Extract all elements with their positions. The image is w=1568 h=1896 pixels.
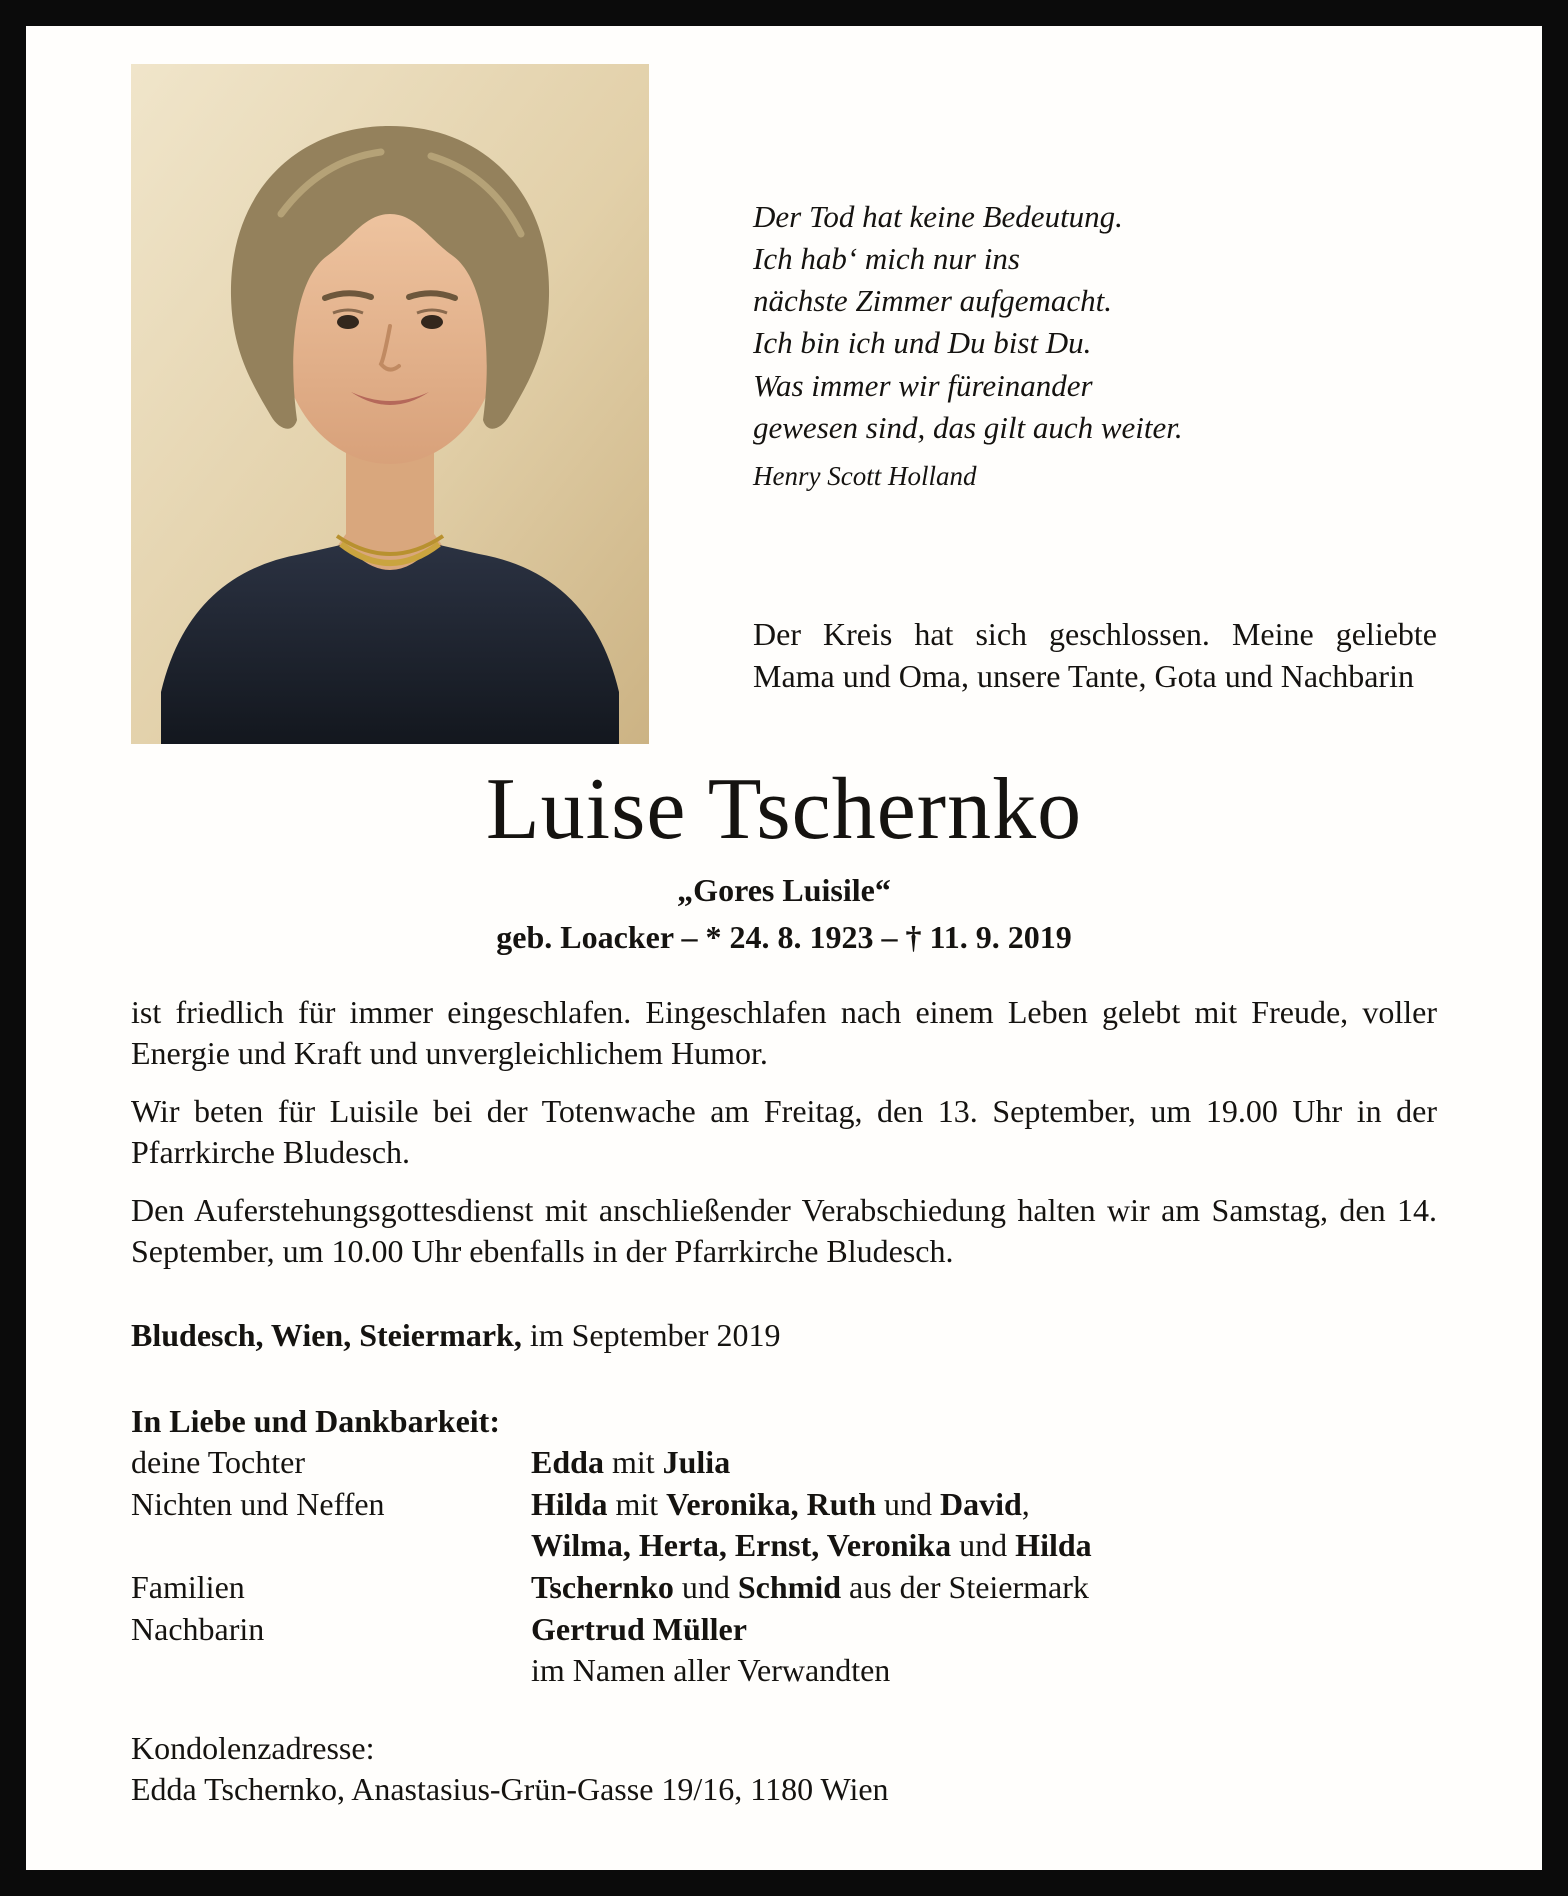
obituary-sheet [26,26,1542,1870]
deceased-nickname: „Gores Luisile“ [677,871,891,908]
family-row [131,1609,1437,1651]
family-name-bold: Schmid [737,1569,841,1606]
family-row [131,1567,1437,1609]
family-role-label: Nichten und Neffen [131,1485,385,1522]
body-paragraph: Wir beten für Luisile bei der Totenwache am Freitag, den 13. September, um 19.00 Uhr in der Pfarrkirche Bludesch. [131,1092,1437,1171]
family-name-text: und [673,1569,738,1606]
poem-line: gewesen sind, das gilt auch weiter. [753,409,1183,445]
poem-line: Was immer wir füreinander [753,367,1093,403]
family-name-text: , [1021,1485,1030,1522]
family-names [531,1484,1437,1526]
dateline-date: im September 2019 [521,1317,781,1354]
condolence-heading: Kondolenzadresse: [131,1729,375,1766]
family-names [531,1525,1437,1567]
poem [753,196,1437,495]
family-role-label [131,1525,531,1567]
family-name-text: und [951,1527,1016,1564]
family-rows [131,1442,1437,1692]
poem-line: Ich bin ich und Du bist Du. [753,325,1092,361]
announcement-paragraphs [131,992,1437,1274]
portrait-photo [131,64,649,744]
family-name-bold: Tschernko [531,1569,674,1606]
family-name-text: aus der Steiermark [841,1569,1089,1606]
poem-lines [753,196,1437,449]
family-row [131,1442,1437,1484]
dateline-places: Bludesch, Wien, Steiermark, [131,1317,522,1354]
condolence-section [131,1728,1437,1811]
family-name-bold: Hilda [1015,1527,1092,1564]
poem-line: nächste Zimmer aufgemacht. [753,283,1113,319]
condolence-address: Edda Tschernko, Anastasius-Grün-Gasse 19/16, 1180 Wien [131,1771,889,1808]
family-name-bold: Gertrud Müller [531,1610,747,1647]
family-name-text: und [875,1485,940,1522]
header-section [131,64,1437,744]
portrait-photo-graphic [131,64,649,744]
family-name-text: im Namen aller Verwandten [531,1652,891,1689]
family-name-text: mit [603,1444,663,1481]
family-names [531,1650,1437,1692]
family-names [531,1442,1437,1484]
family-name-bold: David [939,1485,1022,1522]
intro-text: Der Kreis hat sich geschlossen. Meine geliebte Mama und Oma, unsere Tante, Gota und Nachbarin [753,615,1437,695]
family-row [131,1484,1437,1526]
family-name-bold: Julia [662,1444,731,1481]
family-row [131,1650,1437,1692]
family-names [531,1609,1437,1651]
family-name-bold: Veronika, Ruth [666,1485,876,1522]
family-name-text: mit [607,1485,667,1522]
family-name-bold: Edda [531,1444,604,1481]
poem-attribution: Henry Scott Holland [753,460,977,491]
poem-line: Ich hab‘ mich nur ins [753,241,1020,277]
family-row [131,1525,1437,1567]
deceased-dates-line: geb. Loacker – * 24. 8. 1923 – † 11. 9. 2019 [496,918,1072,955]
family-name-bold: Wilma, Herta, Ernst, Veronika [531,1527,952,1564]
poem-line: Der Tod hat keine Bedeutung. [753,199,1123,234]
body-paragraph: ist friedlich für immer eingeschlafen. Eingeschlafen nach einem Leben gelebt mit Freude, voller Energie und Kraft und unvergleichlichem Humor. [131,993,1437,1072]
family-role-label [131,1650,531,1692]
header-text-column [649,64,1437,744]
family-names [531,1567,1437,1609]
body-paragraph: Den Auferstehungsgottesdienst mit anschließender Verabschiedung halten wir am Samstag, den 14. September, um 10.00 Uhr ebenfalls in der Pfarrkirche Bludesch. [131,1191,1437,1270]
deceased-name: Luise Tschernko [485,761,1083,858]
family-name-bold: Hilda [531,1485,608,1522]
family-role-label: Familien [131,1569,245,1606]
family-heading: In Liebe und Dankbarkeit: [131,1402,500,1439]
family-role-label: Nachbarin [131,1610,265,1647]
family-role-label: deine Tochter [131,1444,305,1481]
dateline [131,1315,1437,1357]
